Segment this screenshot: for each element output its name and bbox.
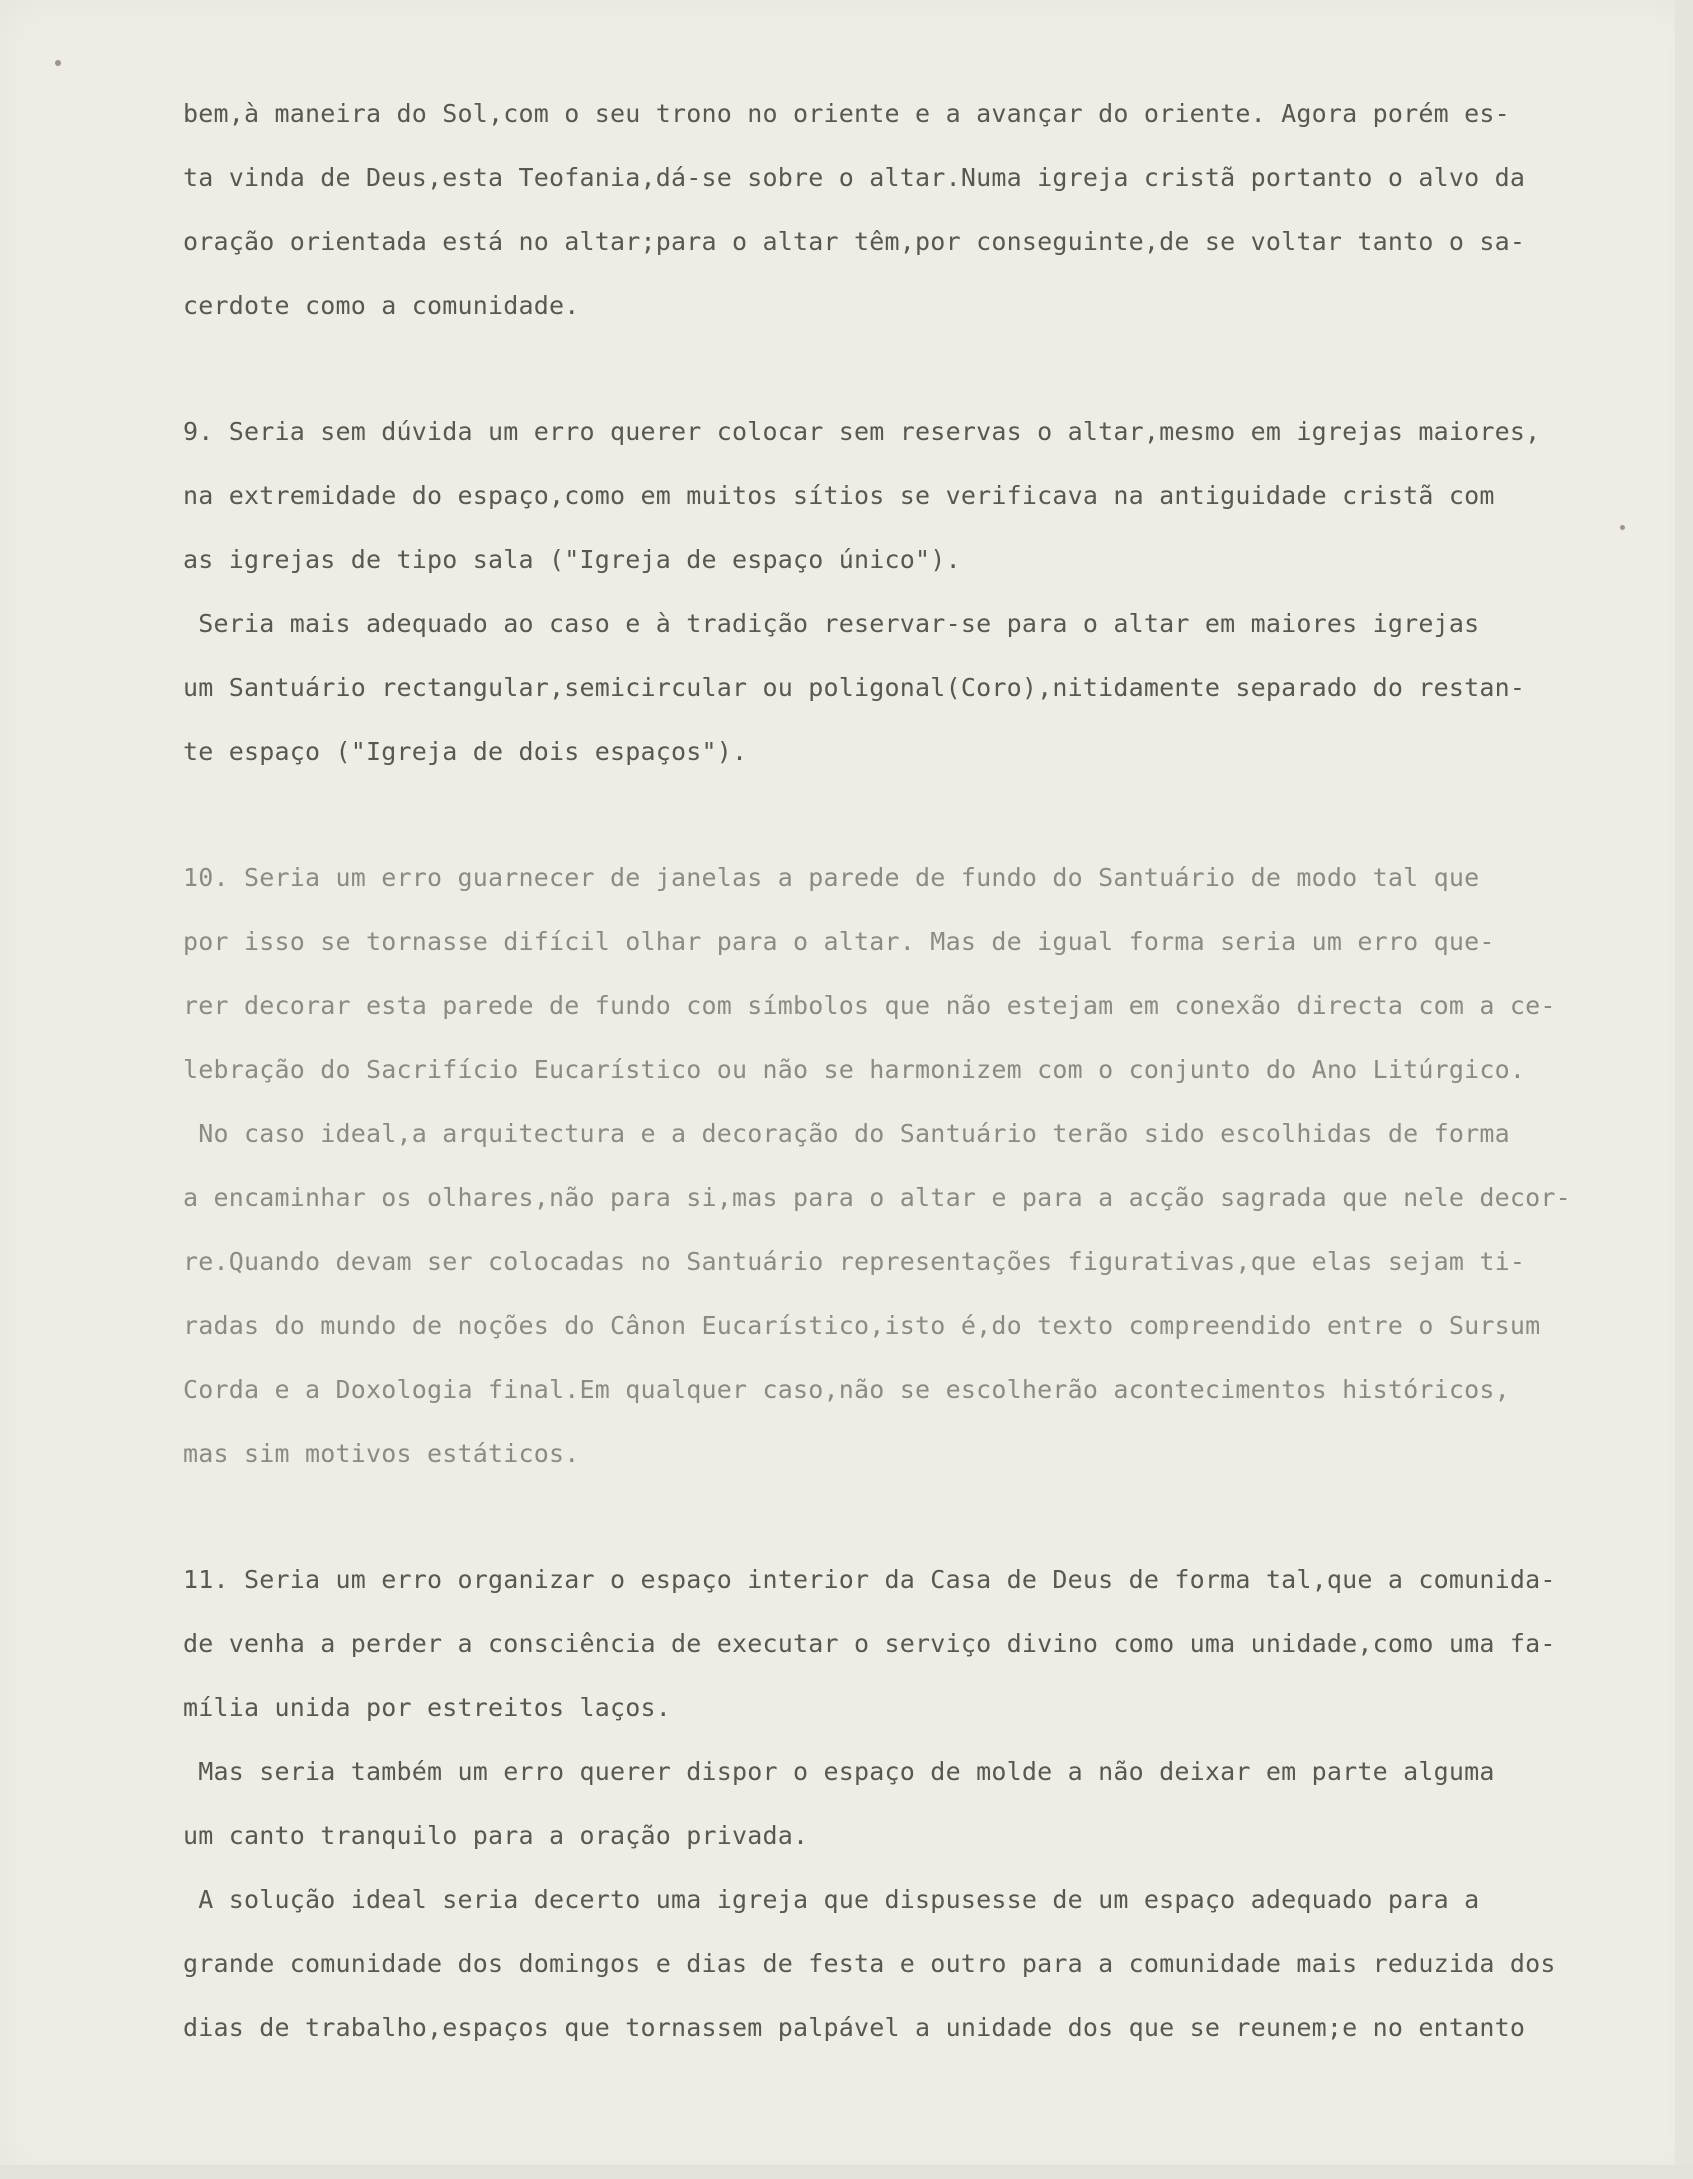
text-line: No caso ideal,a arquitectura e a decoração do Santuário terão sido escolhidas de forma [183,1119,1510,1148]
paragraph-point-11-b [183,1740,1603,1868]
paragraph-point-11 [183,1548,1603,1740]
text-line: 10. Seria um erro guarnecer de janelas a parede de fundo do Santuário de modo tal que [183,863,1480,892]
text-line: cerdote como a comunidade. [183,291,580,320]
paragraph-point-9 [183,400,1603,592]
text-line: te espaço ("Igreja de dois espaços"). [183,737,748,766]
text-line: de venha a perder a consciência de executar o serviço divino como uma unidade,como uma fa- [183,1629,1556,1658]
paragraph-point-9-b [183,592,1603,784]
paragraph-intro-continuation [183,82,1603,338]
paragraph-point-10 [183,846,1603,1102]
text-line: mas sim motivos estáticos. [183,1439,580,1468]
text-line: Seria mais adequado ao caso e à tradição reservar-se para o altar em maiores igrejas [183,609,1480,638]
text-line: as igrejas de tipo sala ("Igreja de espaço único"). [183,545,961,574]
text-line: Mas seria também um erro querer dispor o espaço de molde a não deixar em parte alguma [183,1757,1495,1786]
text-line: Corda e a Doxologia final.Em qualquer caso,não se escolherão acontecimentos históricos, [183,1375,1510,1404]
text-line: bem,à maneira do Sol,com o seu trono no oriente e a avançar do oriente. Agora porém es- [183,99,1510,128]
text-line: A solução ideal seria decerto uma igreja que dispusesse de um espaço adequado para a [183,1885,1480,1914]
page-bottom-edge [0,2165,1693,2179]
page-edge [1675,0,1693,2179]
text-line: grande comunidade dos domingos e dias de festa e outro para a comunidade mais reduzida dos [183,1949,1556,1978]
text-line: um canto tranquilo para a oração privada. [183,1821,809,1850]
punch-mark-middle [1620,525,1625,530]
text-line: oração orientada está no altar;para o altar têm,por conseguinte,de se voltar tanto o sa- [183,227,1526,256]
text-line: mília unida por estreitos laços. [183,1693,672,1722]
text-line: radas do mundo de noções do Cânon Eucarístico,isto é,do texto compreendido entre o Sursum [183,1311,1541,1340]
text-line: por isso se tornasse difícil olhar para o altar. Mas de igual forma seria um erro que- [183,927,1495,956]
text-line: um Santuário rectangular,semicircular ou poligonal(Coro),nitidamente separado do restan- [183,673,1526,702]
text-line: ta vinda de Deus,esta Teofania,dá-se sobre o altar.Numa igreja cristã portanto o alvo da [183,163,1526,192]
text-line: re.Quando devam ser colocadas no Santuário representações figurativas,que elas sejam ti- [183,1247,1526,1276]
text-line: 9. Seria sem dúvida um erro querer colocar sem reservas o altar,mesmo em igrejas maiores, [183,417,1541,446]
text-line: rer decorar esta parede de fundo com símbolos que não estejam em conexão directa com a ce- [183,991,1556,1020]
text-line: 11. Seria um erro organizar o espaço interior da Casa de Deus de forma tal,que a comunida- [183,1565,1556,1594]
punch-mark-top [55,60,61,66]
text-line: dias de trabalho,espaços que tornassem palpável a unidade dos que se reunem;e no entanto [183,2013,1526,2042]
text-line: lebração do Sacrifício Eucarístico ou não se harmonizem com o conjunto do Ano Litúrgico. [183,1055,1526,1084]
paragraph-point-10-b [183,1102,1603,1486]
paragraph-point-11-c [183,1868,1603,2060]
typed-text-body [183,82,1603,2060]
text-line: a encaminhar os olhares,não para si,mas para o altar e para a acção sagrada que nele decor- [183,1183,1571,1212]
text-line: na extremidade do espaço,como em muitos sítios se verificava na antiguidade cristã com [183,481,1495,510]
